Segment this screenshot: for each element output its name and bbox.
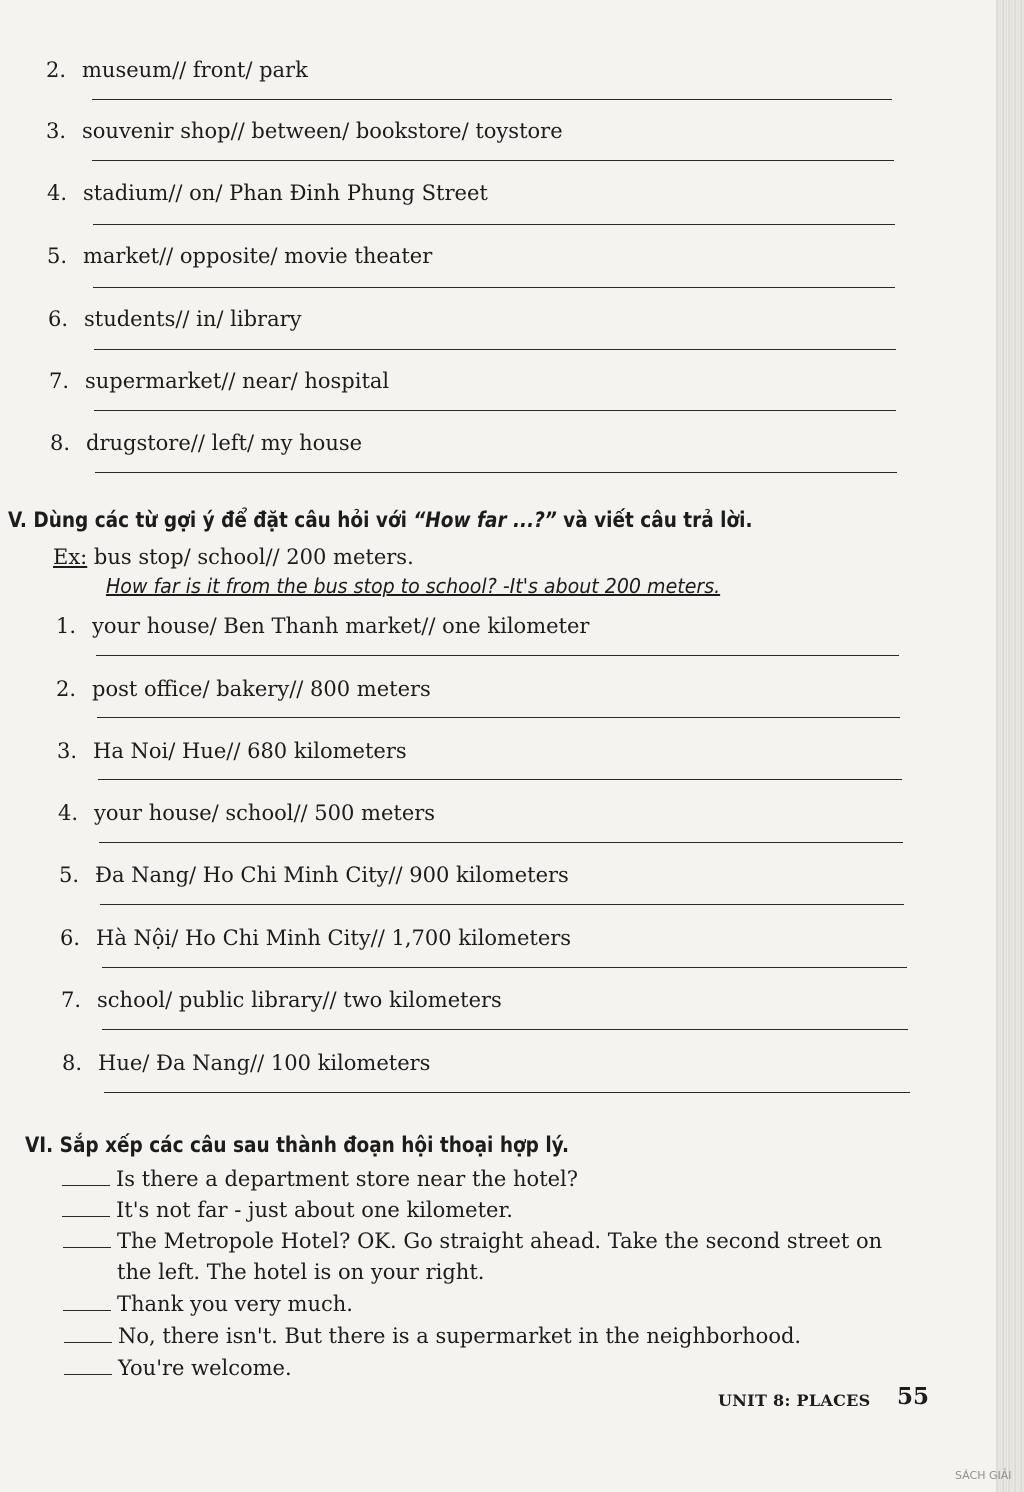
dialogue-line — [63, 1290, 353, 1318]
item-text: your house/ Ben Thanh market// one kilometer — [92, 614, 590, 638]
page-number: 55 — [897, 1383, 930, 1410]
item-number: 8. — [62, 1051, 83, 1075]
heading-prefix: V. Dùng các từ gợi ý để đặt câu hỏi với — [8, 508, 414, 532]
dialogue-line — [62, 1165, 578, 1193]
list-item — [60, 925, 571, 951]
dialogue-line — [64, 1322, 801, 1350]
dialogue-text: It's not far - just about one kilometer. — [116, 1198, 513, 1222]
answer-line[interactable] — [92, 160, 894, 161]
heading-emphasis: “How far ...?” — [413, 508, 557, 532]
item-number: 1. — [56, 614, 77, 638]
answer-line[interactable] — [100, 904, 904, 905]
list-item — [61, 987, 502, 1013]
item-text: stadium// on/ Phan Đinh Phung Street — [83, 181, 488, 205]
item-text: souvenir shop// between/ bookstore/ toystore — [82, 119, 563, 143]
list-item — [46, 57, 308, 83]
order-blank[interactable] — [63, 1227, 111, 1248]
item-number: 2. — [46, 58, 67, 82]
example-answer: How far is it from the bus stop to school? -It's about 200 meters. — [106, 574, 721, 598]
watermark: SÁCH GIẢI — [955, 1469, 1012, 1482]
list-item — [57, 738, 407, 764]
answer-line[interactable] — [99, 842, 903, 843]
order-blank[interactable] — [64, 1322, 112, 1343]
dialogue-text: No, there isn't. But there is a supermarket in the neighborhood. — [118, 1324, 802, 1348]
item-number: 8. — [50, 431, 71, 455]
unit-title: UNIT 8: PLACES — [718, 1391, 871, 1410]
page-edge — [996, 0, 1024, 1492]
list-item — [56, 676, 431, 702]
dialogue-line — [64, 1354, 292, 1382]
order-blank[interactable] — [63, 1290, 111, 1311]
item-number: 3. — [57, 739, 78, 763]
answer-line[interactable] — [96, 655, 899, 656]
item-number: 6. — [48, 307, 69, 331]
dialogue-text: The Metropole Hotel? OK. Go straight ahead. Take the second street on — [117, 1229, 883, 1253]
item-text: post office/ bakery// 800 meters — [92, 677, 431, 701]
item-text: Hue/ Đa Nang// 100 kilometers — [98, 1051, 431, 1075]
order-blank[interactable] — [62, 1165, 110, 1186]
heading-suffix: và viết câu trả lời. — [556, 508, 753, 532]
answer-line[interactable] — [95, 472, 897, 473]
item-number: 7. — [49, 369, 70, 393]
answer-line[interactable] — [93, 287, 895, 288]
item-number: 2. — [56, 677, 77, 701]
list-item — [56, 613, 589, 639]
section-v-heading — [8, 506, 753, 534]
list-item — [48, 306, 302, 332]
list-item — [50, 430, 362, 456]
item-number: 4. — [58, 801, 79, 825]
list-item — [59, 862, 569, 888]
example-prompt — [53, 544, 414, 570]
answer-line[interactable] — [94, 349, 896, 350]
answer-line[interactable] — [92, 99, 892, 100]
item-text: drugstore// left/ my house — [86, 431, 363, 455]
section-vi-heading: VI. Sắp xếp các câu sau thành đoạn hội thoại hợp lý. — [25, 1133, 570, 1157]
item-text: museum// front/ park — [82, 58, 308, 82]
answer-line[interactable] — [102, 967, 907, 968]
order-blank[interactable] — [62, 1196, 110, 1217]
answer-line[interactable] — [93, 224, 895, 225]
item-text: Hà Nội/ Ho Chi Minh City// 1,700 kilometers — [96, 926, 572, 950]
item-text: supermarket// near/ hospital — [85, 369, 390, 393]
order-blank[interactable] — [64, 1354, 112, 1375]
item-number: 5. — [47, 244, 68, 268]
item-number: 5. — [59, 863, 80, 887]
list-item — [62, 1050, 430, 1076]
answer-line[interactable] — [97, 717, 900, 718]
answer-line[interactable] — [98, 779, 902, 780]
example-label: Ex: — [53, 545, 88, 569]
example-text: bus stop/ school// 200 meters. — [87, 545, 414, 569]
list-item — [47, 180, 488, 206]
item-text: Đa Nang/ Ho Chi Minh City// 900 kilometers — [95, 863, 569, 887]
list-item — [46, 118, 563, 144]
list-item — [47, 243, 432, 269]
dialogue-line — [63, 1227, 882, 1255]
item-text: school/ public library// two kilometers — [97, 988, 502, 1012]
item-number: 7. — [61, 988, 82, 1012]
item-text: students// in/ library — [84, 307, 302, 331]
item-number: 6. — [60, 926, 81, 950]
item-text: your house/ school// 500 meters — [94, 801, 436, 825]
item-number: 3. — [46, 119, 67, 143]
dialogue-text: You're welcome. — [118, 1356, 292, 1380]
list-item — [49, 368, 389, 394]
dialogue-line — [62, 1196, 513, 1224]
answer-line[interactable] — [102, 1029, 908, 1030]
item-text: market// opposite/ movie theater — [83, 244, 433, 268]
dialogue-text: Thank you very much. — [117, 1292, 353, 1316]
dialogue-text: Is there a department store near the hotel? — [116, 1167, 579, 1191]
answer-line[interactable] — [94, 410, 896, 411]
item-text: Ha Noi/ Hue// 680 kilometers — [93, 739, 407, 763]
list-item — [58, 800, 435, 826]
item-number: 4. — [47, 181, 68, 205]
dialogue-continuation: the left. The hotel is on your right. — [117, 1260, 485, 1284]
answer-line[interactable] — [104, 1092, 910, 1093]
